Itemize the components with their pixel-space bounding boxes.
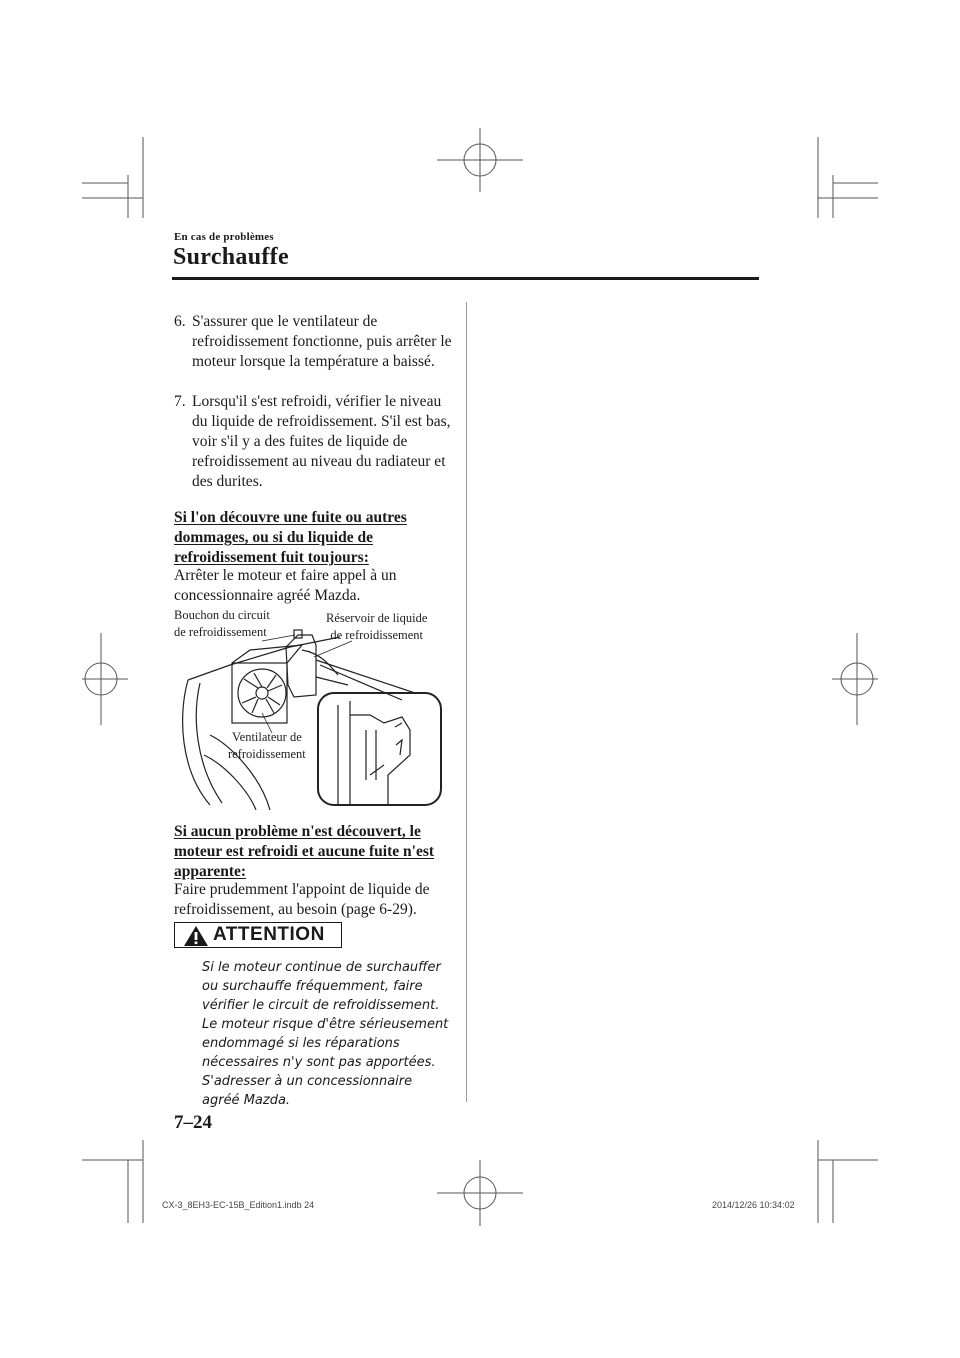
page-title: Surchauffe [173, 244, 289, 270]
step-6 [174, 312, 454, 372]
attention-label: ATTENTION [213, 924, 325, 945]
step-7 [174, 392, 454, 492]
column-divider [466, 302, 467, 1102]
no-problem-text: Faire prudemment l'appoint de liquide de refroidissement, au besoin (page 6-29). [174, 881, 430, 918]
label-coolant-reservoir: Réservoir de liquide de refroidissement [326, 611, 428, 642]
step-text: Lorsqu'il s'est refroidi, vérifier le niveau du liquide de refroidissement. S'il est bas, voir s'il y a des fuites de liquide de refroidissement au niveau du radiateur et des durites. [192, 393, 451, 490]
footer-file: CX-3_8EH3-EC-15B_Edition1.indb 24 [162, 1200, 315, 1210]
label-cooling-fan: Ventilateur de refroidissement [228, 730, 306, 761]
leak-text: Arrêter le moteur et faire appel à un concessionnaire agréé Mazda. [174, 567, 397, 604]
step-number: 6. [174, 313, 186, 330]
section-label: En cas de problèmes [174, 231, 274, 243]
attention-text: Si le moteur continue de surchauffer ou surchauffe fréquemment, faire vérifier le circuit de refroidissement. Le moteur risque d'être sérieusement endommagé si les réparations nécessaires n'y sont pas apportées. S'adresser à un concessionnaire agréé Mazda. [202, 960, 449, 1108]
footer-timestamp: 2014/12/26 10:34:02 [712, 1200, 795, 1210]
label-radiator-cap: Bouchon du circuit de refroidissement [174, 608, 270, 639]
title-rule [172, 277, 759, 280]
step-number: 7. [174, 393, 186, 410]
attention-banner [174, 922, 342, 948]
page-number: 7–24 [174, 1112, 212, 1133]
leak-heading: Si l'on découvre une fuite ou autres dommages, ou si du liquide de refroidissement fuit toujours: [174, 509, 407, 566]
step-text: S'assurer que le ventilateur de refroidissement fonctionne, puis arrêter le moteur lorsque la température a baissé. [192, 313, 452, 370]
cooling-system-illustration [170, 605, 450, 810]
warning-triangle-icon [183, 925, 209, 947]
no-problem-heading: Si aucun problème n'est découvert, le moteur est refroidi et aucune fuite n'est apparente: [174, 823, 435, 880]
